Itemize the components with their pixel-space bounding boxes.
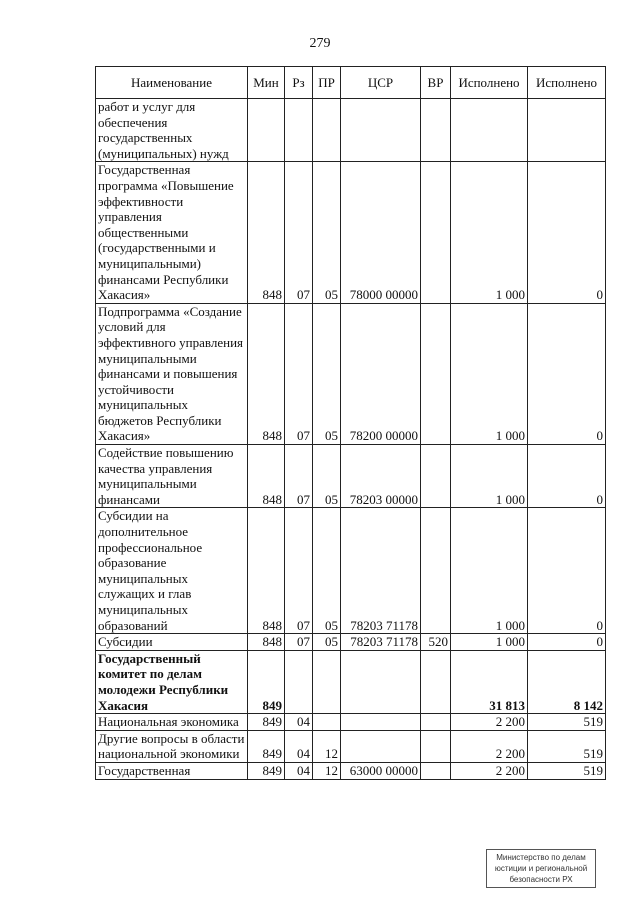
stamp-line: безопасности РХ — [509, 875, 573, 884]
row-min-cell — [248, 99, 285, 162]
header-executed-2: Исполнено — [528, 67, 606, 99]
table-row — [96, 650, 606, 713]
table-row — [96, 762, 606, 779]
row-rz-cell: 07 — [285, 445, 313, 508]
row-min-cell: 849 — [248, 714, 285, 731]
row-name-cell: Субсидии — [96, 634, 248, 651]
table-row — [96, 730, 606, 762]
row-executed-1-cell — [451, 99, 528, 162]
table-row — [96, 714, 606, 731]
row-name-cell: Национальная экономика — [96, 714, 248, 731]
row-name-cell: Содействие повышению качества управления муниципальными финансами — [96, 445, 248, 508]
row-executed-1-cell: 1 000 — [451, 634, 528, 651]
stamp-line: юстиции и региональной — [494, 864, 588, 873]
row-rz-cell: 07 — [285, 303, 313, 444]
table-row — [96, 162, 606, 303]
row-rz-cell: 04 — [285, 762, 313, 779]
table-row — [96, 508, 606, 634]
table-row — [96, 634, 606, 651]
row-executed-2-cell: 519 — [528, 762, 606, 779]
row-vr-cell — [421, 445, 451, 508]
row-executed-2-cell: 8 142 — [528, 650, 606, 713]
row-executed-2-cell: 519 — [528, 714, 606, 731]
row-pr-cell — [313, 650, 341, 713]
row-min-cell: 848 — [248, 634, 285, 651]
row-vr-cell — [421, 762, 451, 779]
table-body — [96, 99, 606, 780]
row-csr-cell: 63000 00000 — [341, 762, 421, 779]
row-pr-cell — [313, 714, 341, 731]
page-number: 279 — [309, 36, 331, 51]
row-csr-cell: 78000 00000 — [341, 162, 421, 303]
row-vr-cell — [421, 650, 451, 713]
row-executed-2-cell: 0 — [528, 445, 606, 508]
row-executed-1-cell: 2 200 — [451, 714, 528, 731]
row-name-cell: Государственный комитет по делам молодежи Республики Хакасия — [96, 650, 248, 713]
row-executed-2-cell — [528, 99, 606, 162]
row-csr-cell: 78200 00000 — [341, 303, 421, 444]
header-name: Наименование — [96, 67, 248, 99]
row-pr-cell: 05 — [313, 162, 341, 303]
row-executed-2-cell: 519 — [528, 730, 606, 762]
row-name-cell: Другие вопросы в области национальной экономики — [96, 730, 248, 762]
row-executed-1-cell: 2 200 — [451, 762, 528, 779]
row-name-cell: Субсидии на дополнительное профессиональное образование муниципальных служащих и глав муниципальных образований — [96, 508, 248, 634]
row-name-cell: Государственная — [96, 762, 248, 779]
row-min-cell: 848 — [248, 508, 285, 634]
row-executed-1-cell: 1 000 — [451, 508, 528, 634]
row-rz-cell: 04 — [285, 714, 313, 731]
row-rz-cell: 04 — [285, 730, 313, 762]
row-name-cell: работ и услуг для обеспечения государственных (муниципальных) нужд — [96, 99, 248, 162]
ministry-stamp — [486, 849, 596, 888]
stamp-line: Министерство по делам — [496, 853, 586, 862]
table-row — [96, 99, 606, 162]
row-rz-cell: 07 — [285, 162, 313, 303]
row-pr-cell: 05 — [313, 445, 341, 508]
row-executed-1-cell: 1 000 — [451, 162, 528, 303]
row-executed-1-cell: 2 200 — [451, 730, 528, 762]
row-executed-2-cell: 0 — [528, 634, 606, 651]
row-rz-cell — [285, 99, 313, 162]
row-vr-cell — [421, 162, 451, 303]
row-min-cell: 849 — [248, 762, 285, 779]
row-min-cell: 848 — [248, 162, 285, 303]
table-row — [96, 445, 606, 508]
row-rz-cell: 07 — [285, 634, 313, 651]
table-header-row — [96, 67, 606, 99]
header-csr: ЦСР — [341, 67, 421, 99]
row-csr-cell — [341, 730, 421, 762]
row-vr-cell — [421, 99, 451, 162]
row-executed-1-cell: 1 000 — [451, 445, 528, 508]
header-rz: Рз — [285, 67, 313, 99]
row-min-cell: 849 — [248, 730, 285, 762]
header-min: Мин — [248, 67, 285, 99]
row-vr-cell — [421, 730, 451, 762]
row-executed-2-cell: 0 — [528, 162, 606, 303]
row-executed-2-cell: 0 — [528, 303, 606, 444]
row-csr-cell — [341, 99, 421, 162]
row-pr-cell: 05 — [313, 634, 341, 651]
row-min-cell: 848 — [248, 303, 285, 444]
row-vr-cell — [421, 714, 451, 731]
row-rz-cell — [285, 650, 313, 713]
header-executed-1: Исполнено — [451, 67, 528, 99]
row-executed-1-cell: 1 000 — [451, 303, 528, 444]
header-vr: ВР — [421, 67, 451, 99]
row-min-cell: 849 — [248, 650, 285, 713]
row-vr-cell — [421, 303, 451, 444]
table-row — [96, 303, 606, 444]
row-name-cell: Подпрограмма «Создание условий для эффективного управления муниципальными финансами и повышения устойчивости муниципальных бюджетов Республики Хакасия» — [96, 303, 248, 444]
row-rz-cell: 07 — [285, 508, 313, 634]
row-csr-cell: 78203 71178 — [341, 508, 421, 634]
row-pr-cell — [313, 99, 341, 162]
row-csr-cell — [341, 650, 421, 713]
header-pr: ПР — [313, 67, 341, 99]
budget-table — [95, 66, 606, 780]
row-executed-1-cell: 31 813 — [451, 650, 528, 713]
row-min-cell: 848 — [248, 445, 285, 508]
row-vr-cell — [421, 508, 451, 634]
row-pr-cell: 05 — [313, 508, 341, 634]
row-pr-cell: 12 — [313, 762, 341, 779]
row-csr-cell: 78203 71178 — [341, 634, 421, 651]
row-pr-cell: 12 — [313, 730, 341, 762]
row-csr-cell — [341, 714, 421, 731]
row-executed-2-cell: 0 — [528, 508, 606, 634]
row-vr-cell: 520 — [421, 634, 451, 651]
row-name-cell: Государственная программа «Повышение эффективности управления общественными (государственными и муниципальными) финансами Республики Хакасия» — [96, 162, 248, 303]
row-csr-cell: 78203 00000 — [341, 445, 421, 508]
row-pr-cell: 05 — [313, 303, 341, 444]
